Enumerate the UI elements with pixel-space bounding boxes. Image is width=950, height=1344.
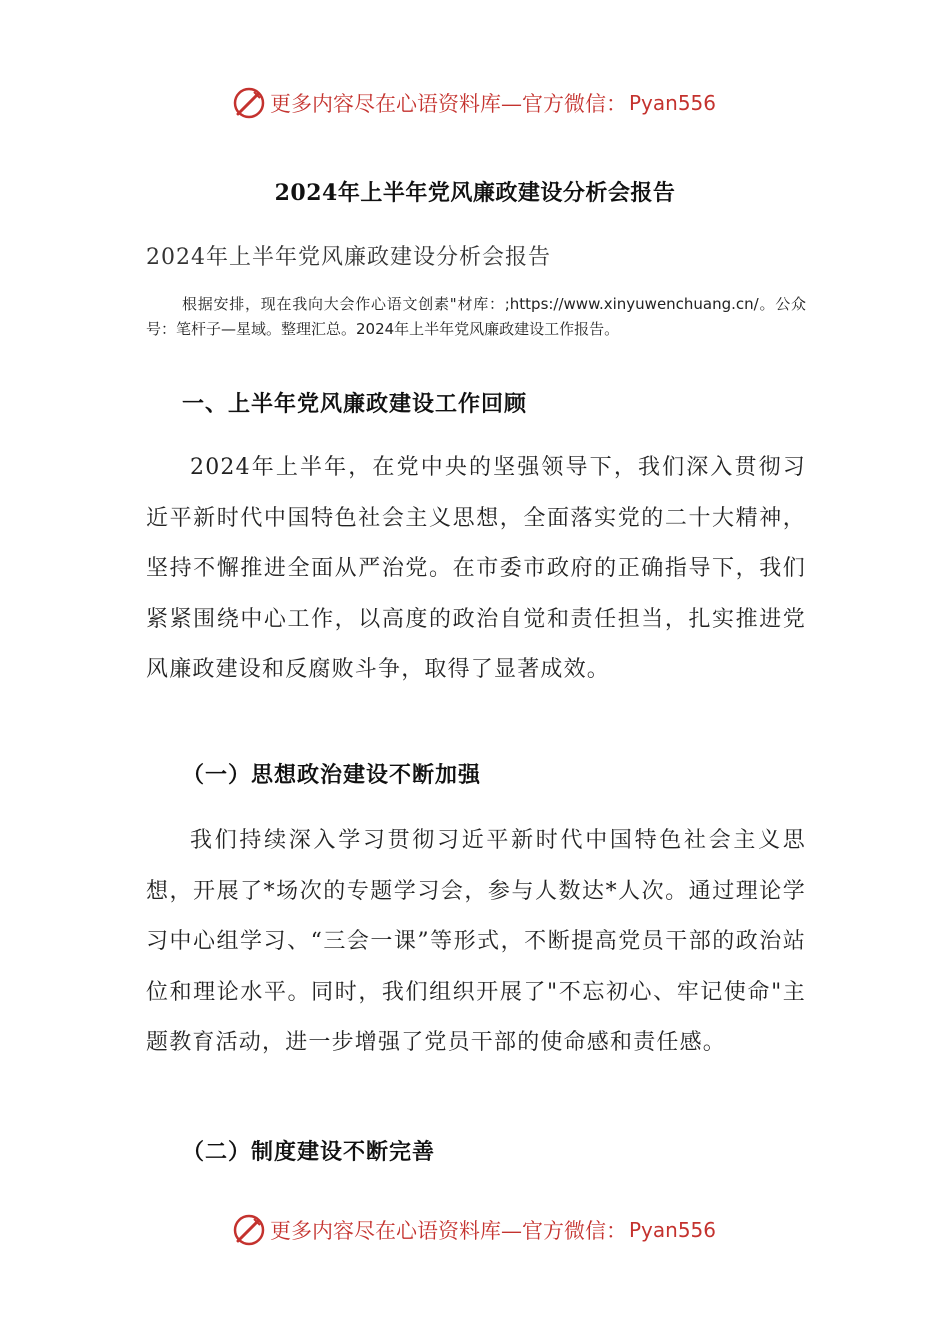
watermark-text: 更多内容尽在心语资料库—官方微信： <box>270 92 627 116</box>
subsection-2-heading: （二）制度建设不断完善 <box>182 1140 436 1165</box>
watermark-wechat-id: Pyan556 <box>629 91 717 115</box>
pen-logo-icon <box>232 86 266 120</box>
watermark-footer <box>232 1209 752 1251</box>
section-1-heading: 一、上半年党风廉政建设工作回顾 <box>182 392 528 417</box>
subsection-1-paragraph: 我们持续深入学习贯彻习近平新时代中国特色社会主义思想，开展了*场次的专题学习会，参与人数达*人次。通过理论学习中心组学习、“三会一课”等形式，不断提高党员干部的政治站位和理论水平。同时，我们组织开展了"不忘初心、牢记使命"主题教育活动，进一步增强了党员干部的使命感和责任感。 <box>146 828 806 1055</box>
intro-paragraph: 根据安排，现在我向大会作心语文创素"材库：;https://www.xinyuwenchuang.cn/。公众号：笔杆子—星域。整理汇总。2024年上半年党风廉政建设工作报告。 <box>146 295 806 338</box>
document-subtitle: 2024年上半年党风廉政建设分析会报告 <box>146 245 551 270</box>
pen-logo-icon <box>232 1213 266 1247</box>
watermark-header <box>232 82 752 124</box>
watermark-wechat-id: Pyan556 <box>629 1218 717 1242</box>
watermark-text: 更多内容尽在心语资料库—官方微信： <box>270 1219 627 1243</box>
document-title: 2024年上半年党风廉政建设分析会报告 <box>274 180 676 206</box>
section-1-paragraph: 2024年上半年，在党中央的坚强领导下，我们深入贯彻习近平新时代中国特色社会主义思想，全面落实党的二十大精神，坚持不懈推进全面从严治党。在市委市政府的正确指导下，我们紧紧围绕中心工作，以高度的政治自觉和责任担当，扎实推进党风廉政建设和反腐败斗争，取得了显著成效。 <box>146 455 806 682</box>
subsection-1-heading: （一）思想政治建设不断加强 <box>182 763 482 788</box>
